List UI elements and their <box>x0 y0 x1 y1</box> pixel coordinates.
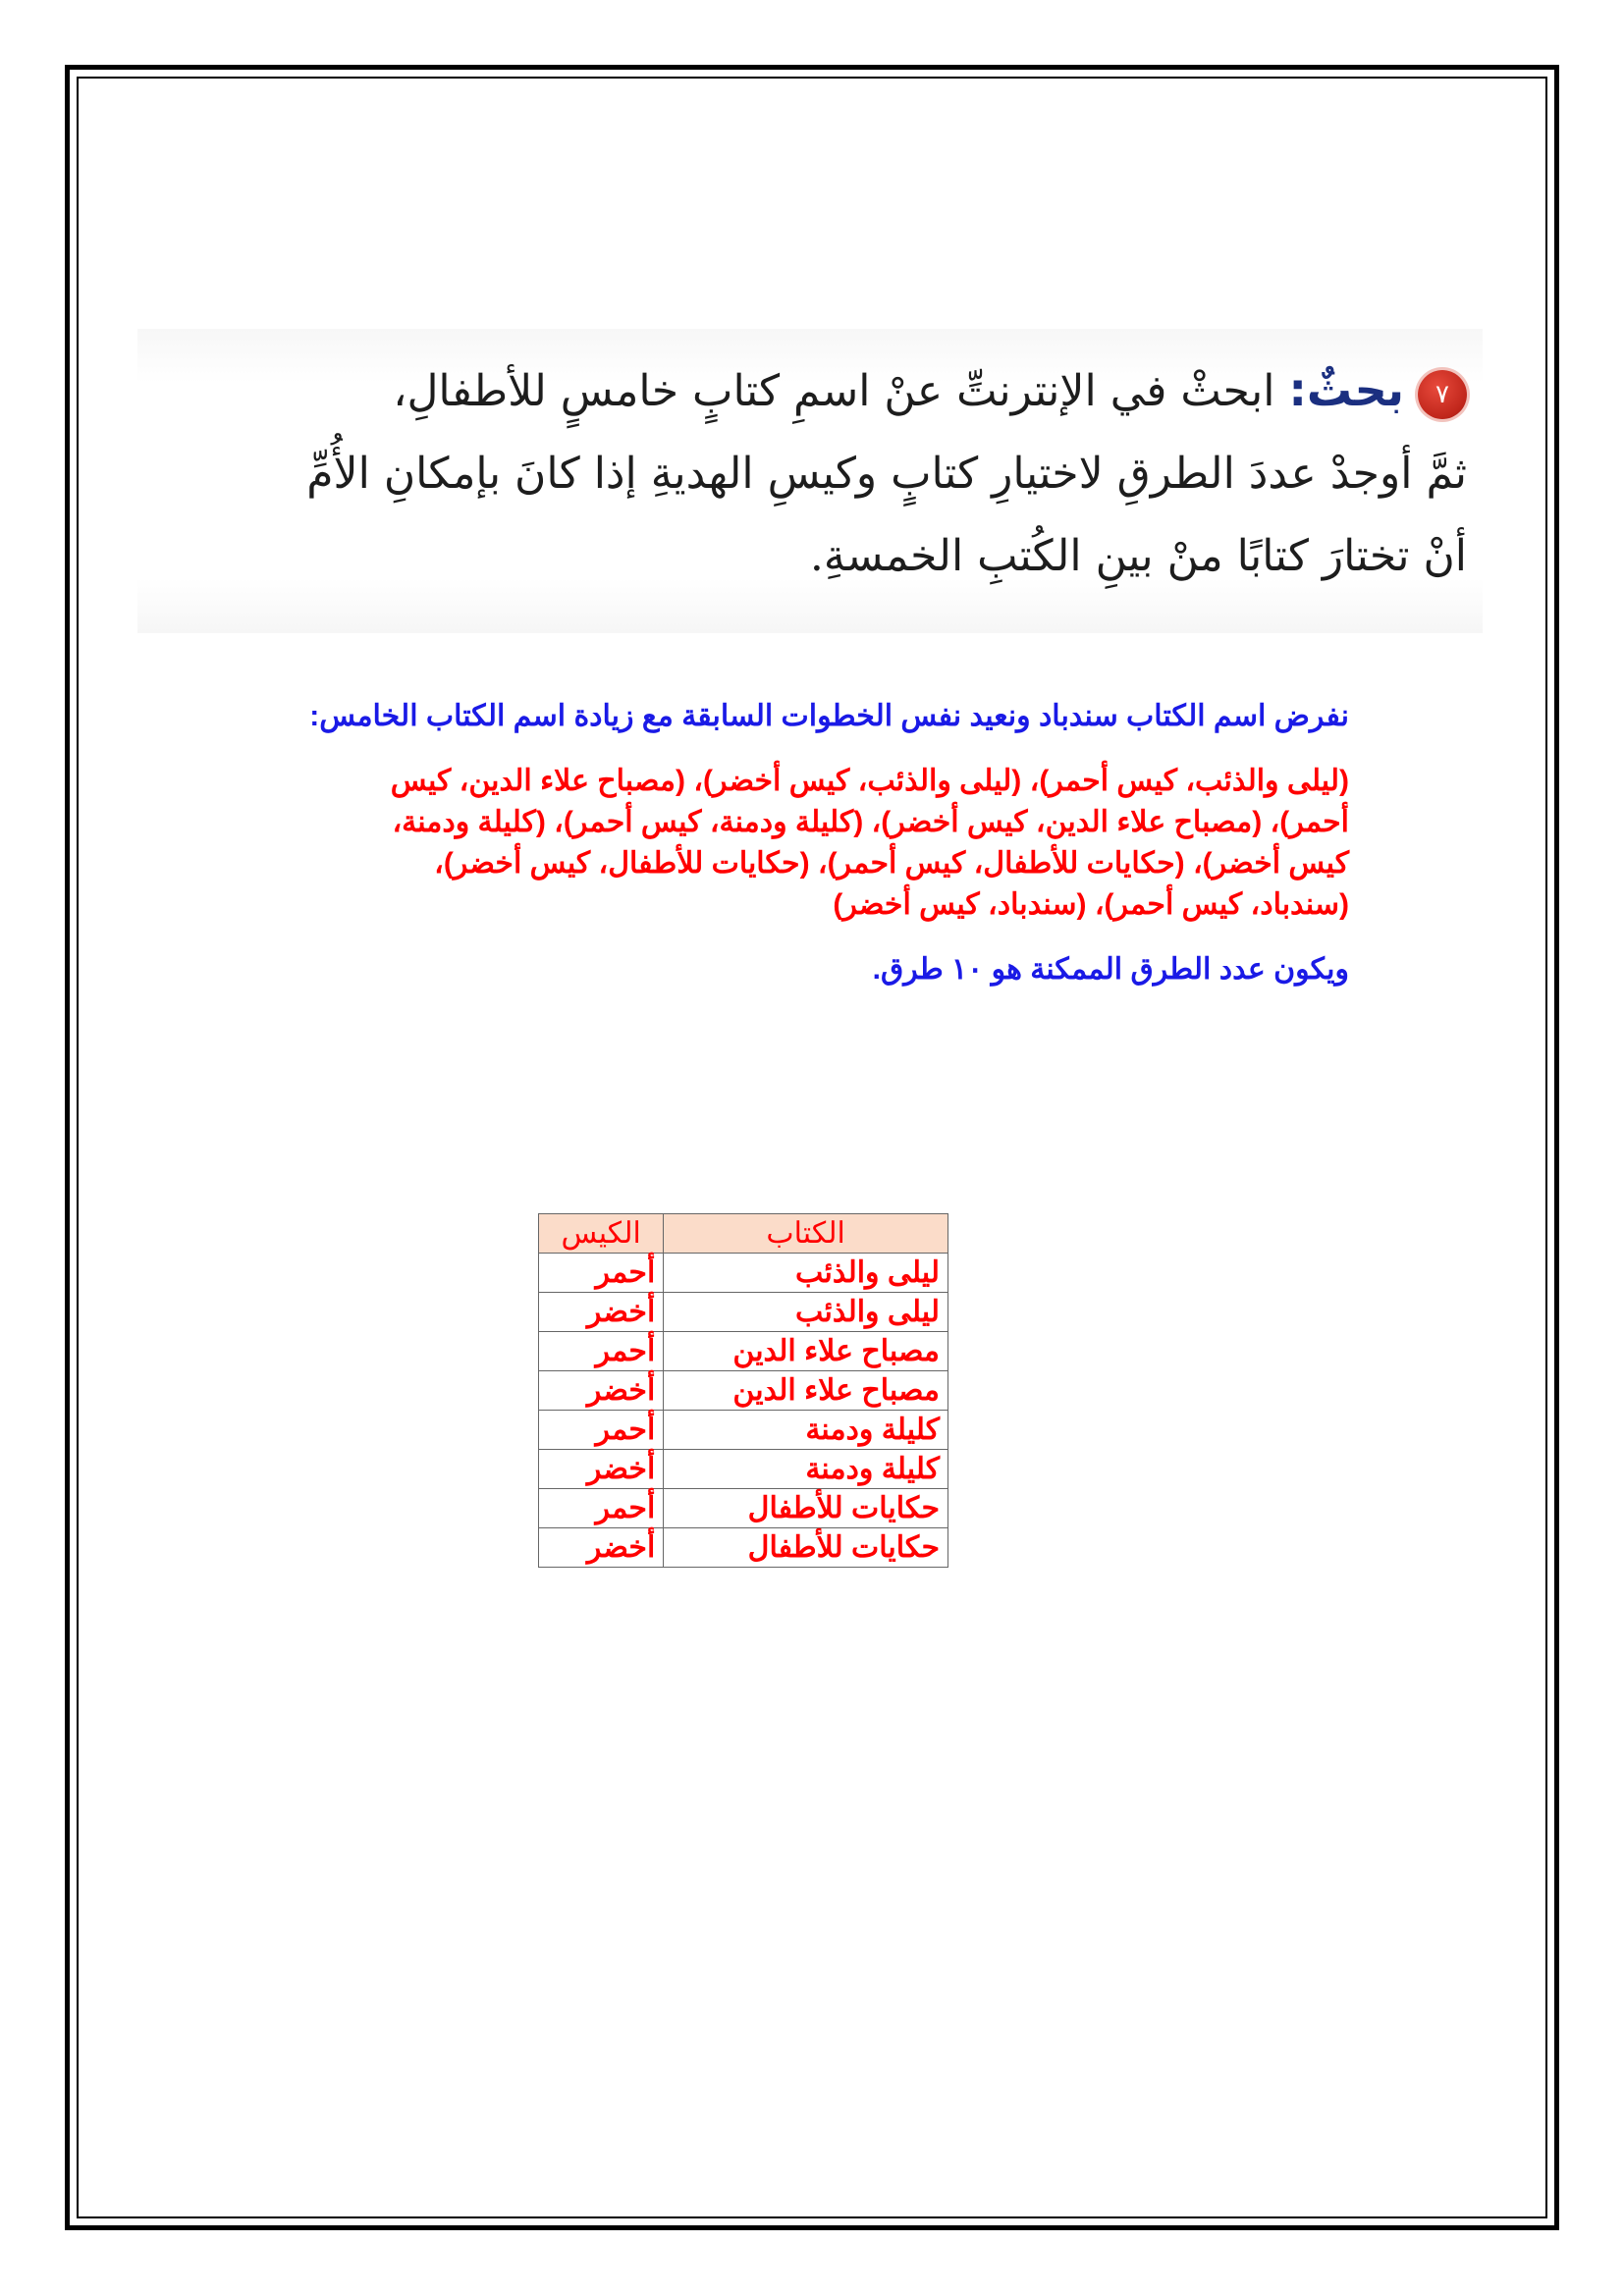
cell-bag: أحمر <box>539 1332 664 1371</box>
cell-book: مصباح علاء الدين <box>664 1371 948 1411</box>
cell-bag: أحمر <box>539 1254 664 1293</box>
problem-label: بحثٌ: <box>1288 363 1404 416</box>
cell-bag: أحمر <box>539 1411 664 1450</box>
problem-line: ابحثْ في الإنترنتِّ عنْ اسمِ كتابٍ خامسٍ للأطفالِ، <box>393 366 1275 416</box>
combinations-line: أحمر)، (مصباح علاء الدين، كيس أخضر)، (كليلة ودمنة، كيس أحمر)، (كليلة ودمنة، <box>392 806 1349 838</box>
cell-book: حكايات للأطفال <box>664 1528 948 1568</box>
problem-line: ثمَّ أوجدْ عددَ الطرقِ لاختيارِ كتابٍ وكيسِ الهديةِ إذا كانَ بإمكانِ الأُمِّ <box>306 449 1467 499</box>
cell-bag: أخضر <box>539 1450 664 1489</box>
table-row <box>539 1489 948 1528</box>
header-bag: الكيس <box>539 1214 664 1254</box>
problem-statement <box>132 348 1467 598</box>
table-row <box>539 1450 948 1489</box>
cell-bag: أحمر <box>539 1489 664 1528</box>
problem-first-line <box>132 348 1467 433</box>
combinations-line: كيس أخضر)، (حكايات للأطفال، كيس أحمر)، (حكايات للأطفال، كيس أخضر)، <box>434 847 1349 880</box>
problem-number-badge: ٧ <box>1418 370 1467 419</box>
cell-bag: أخضر <box>539 1371 664 1411</box>
combinations-line: (ليلى والذئب، كيس أحمر)، (ليلى والذئب، كيس أخضر)، (مصباح علاء الدين، كيس <box>390 765 1349 797</box>
combinations-table <box>538 1213 948 1568</box>
answer-result: ويكون عدد الطرق الممكنة هو ١٠ طرق. <box>872 953 1349 986</box>
cell-book: ليلى والذئب <box>664 1293 948 1332</box>
cell-book: كليلة ودمنة <box>664 1411 948 1450</box>
cell-book: حكايات للأطفال <box>664 1489 948 1528</box>
header-book: الكتاب <box>664 1214 948 1254</box>
table-row <box>539 1411 948 1450</box>
cell-book: كليلة ودمنة <box>664 1450 948 1489</box>
cell-bag: أخضر <box>539 1293 664 1332</box>
combinations-list <box>220 761 1349 926</box>
table-row <box>539 1293 948 1332</box>
cell-book: ليلى والذئب <box>664 1254 948 1293</box>
table-row <box>539 1254 948 1293</box>
answer-intro: نفرض اسم الكتاب سندباد ونعيد نفس الخطوات السابقة مع زيادة اسم الكتاب الخامس: <box>309 700 1349 732</box>
cell-bag: أخضر <box>539 1528 664 1568</box>
table-header-row <box>539 1214 948 1254</box>
combinations-line: (سندباد، كيس أحمر)، (سندباد، كيس أخضر) <box>833 888 1349 921</box>
answer-section <box>220 692 1349 994</box>
cell-book: مصباح علاء الدين <box>664 1332 948 1371</box>
problem-line: أنْ تختارَ كتابًا منْ بينِ الكُتبِ الخمسةِ. <box>809 531 1467 581</box>
table-row <box>539 1371 948 1411</box>
table-row <box>539 1528 948 1568</box>
table-row <box>539 1332 948 1371</box>
